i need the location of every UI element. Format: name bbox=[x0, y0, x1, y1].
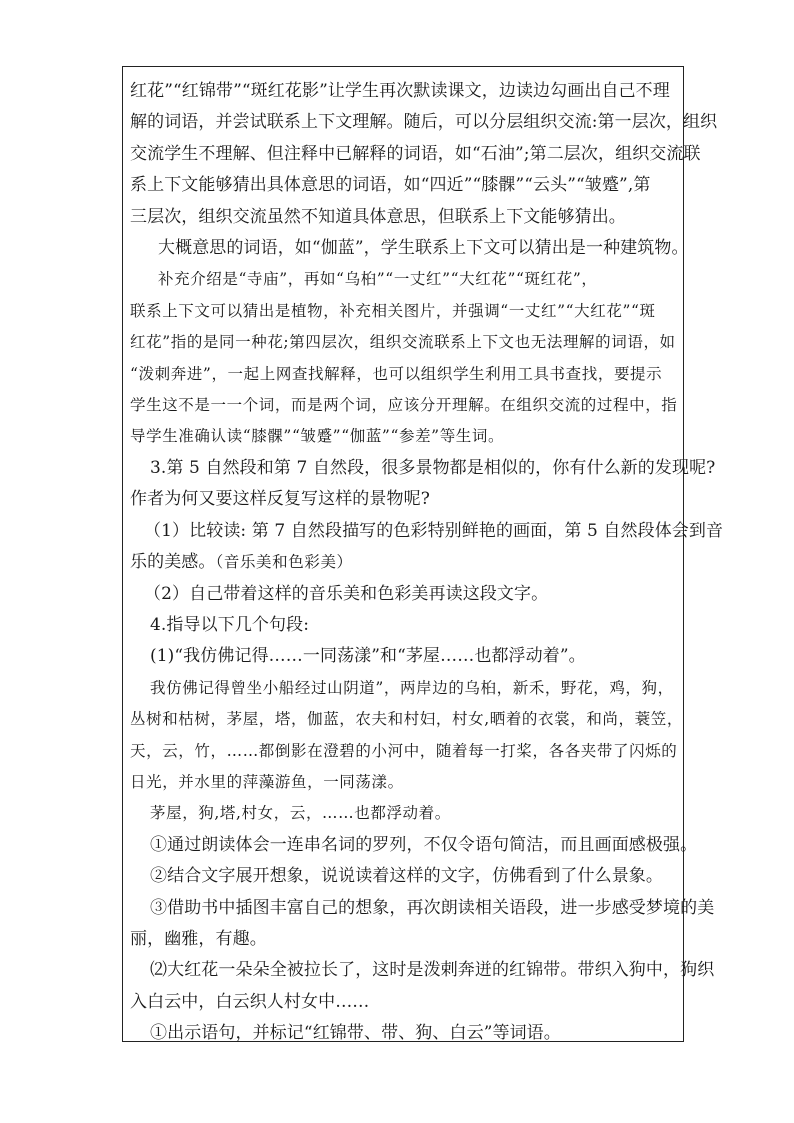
text-line: 补充介绍是“寺庙”，再如“乌桕”“一丈红”“大红花”“斑红花”， bbox=[158, 270, 598, 289]
text-line bbox=[130, 547, 678, 578]
text-fragment: 乐的美感。 bbox=[130, 552, 216, 573]
text-line: ①出示语句，并标记“红锦带、带、狗、白云”等词语。 bbox=[150, 1023, 561, 1044]
text-line: ②结合文字展开想象，说说读着这样的文字，仿佛看到了什么景象。 bbox=[150, 866, 663, 887]
text-line: 我仿佛记得曾坐小船经过山阴道”，两岸边的乌桕，新禾，野花，鸡，狗， bbox=[150, 678, 674, 697]
text-line: （2）自己带着这样的音乐美和色彩美再读这段文字。 bbox=[144, 583, 549, 604]
text-line: 系上下文能够猜出具体意思的词语，如“四近”“膝髁”“云头”“皱蹙”,第 bbox=[130, 175, 651, 196]
text-line: 联系上下文可以猜出是植物，补充相关图片，并强调“一丈红”“大红花”“斑 bbox=[130, 301, 656, 320]
text-line: （1）比较读: 第 7 自然段描写的色彩特别鲜艳的画面，第 5 自然段体会到音 bbox=[144, 520, 724, 541]
text-line: 红花”“红锦带”“斑红花影”让学生再次默读课文，边读边勾画出自己不理 bbox=[130, 81, 670, 101]
text-line: ⑵大红花一朵朵全被拉长了，这时是泼剌奔迸的红锦带。带织入狗中，狗织 bbox=[150, 960, 715, 981]
text-line: 茅屋，狗,塔,村女，云，……也都浮动着。 bbox=[150, 804, 451, 823]
text-line: 学生这不是一一个词，而是两个词，应该分开理解。在组织交流的过程中，指 bbox=[130, 396, 678, 415]
text-line: (1)“我仿佛记得……一同荡漾”和“茅屋……也都浮动着”。 bbox=[150, 646, 586, 667]
text-line: 天，云，竹，……都倒影在澄碧的小河中，随着每一打桨，各各夹带了闪烁的 bbox=[130, 741, 678, 760]
text-line: 3.第 5 自然段和第 7 自然段，很多景物都是相似的，你有什么新的发现呢? bbox=[150, 457, 716, 478]
text-line: 入白云中，白云织人村女中…… bbox=[130, 991, 370, 1012]
text-line: ③借助书中插图丰富自己的想象，再次朗读相关语段，进一步感受梦境的美 bbox=[150, 897, 715, 918]
text-line: 日光，并水里的萍藻游鱼，一同荡漾。 bbox=[130, 772, 404, 791]
lesson-plan-text bbox=[130, 76, 724, 1050]
text-line: 红花”指的是同一种花;第四层次，组织交流联系上下文也无法理解的词语，如 bbox=[130, 333, 676, 352]
text-line: ①通过朗读体会一连串名词的罗列，不仅令语句简洁，而且画面感极强。 bbox=[150, 834, 698, 855]
text-line: 丛树和枯树，茅屋，塔，伽蓝，农夫和村妇，村女,晒着的衣裳，和尚，蓑笠， bbox=[130, 710, 683, 729]
text-line: “泼刺奔进”，一起上网查找解释，也可以组织学生利用工具书查找，要提示 bbox=[130, 364, 663, 383]
text-line: 丽，幽雅，有趣。 bbox=[130, 928, 267, 949]
text-fragment-note: （音乐美和色彩美） bbox=[215, 553, 353, 572]
text-line: 交流学生不理解、但注释中已解释的词语，如“石油”;第二层次，组织交流联 bbox=[130, 143, 701, 164]
text-line: 4.指导以下几个句段: bbox=[150, 614, 310, 635]
text-line: 大概意思的词语，如“伽蓝”，学生联系上下文可以猜出是一种建筑物。 bbox=[158, 238, 689, 259]
text-line: 解的词语，并尝试联系上下文理解。随后，可以分层组织交流:第一层次，组织 bbox=[130, 112, 718, 133]
text-line: 三层次，组织交流虽然不知道具体意思，但联系上下文能够猜出。 bbox=[130, 206, 626, 227]
text-line: 导学生准确认读“膝髁”“皱蹙”“伽蓝”“参差”等生词。 bbox=[130, 427, 505, 446]
text-line: 作者为何又要这样反复写这样的景物呢? bbox=[130, 489, 430, 510]
